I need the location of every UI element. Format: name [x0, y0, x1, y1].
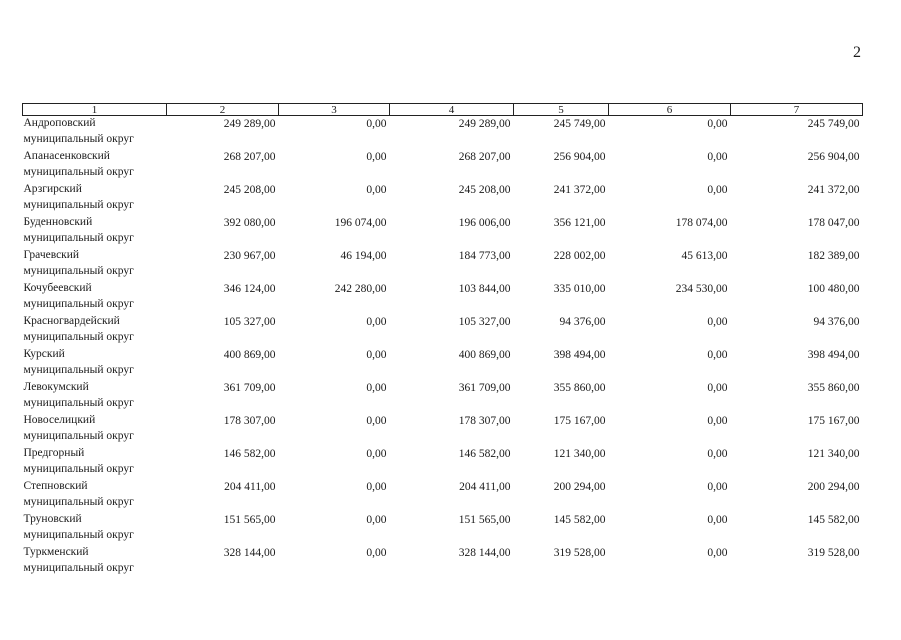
table-header — [23, 104, 863, 116]
district-name: Курский — [23, 348, 65, 360]
district-type: муниципальный округ — [23, 528, 134, 541]
table-row — [23, 545, 863, 578]
table-row — [23, 215, 863, 248]
table-row — [23, 182, 863, 215]
table-row — [23, 116, 863, 150]
district-name: Грачевский — [23, 249, 80, 261]
district-name-cell — [23, 512, 167, 545]
value-cell-col2: 245 208,00 — [223, 184, 276, 196]
value-cell-col2: 146 582,00 — [223, 448, 276, 460]
value-cell-col7: 241 372,00 — [807, 184, 860, 196]
value-cell-col2: 328 144,00 — [223, 547, 276, 559]
value-cell-col6: 234 530,00 — [675, 283, 728, 295]
column-header: 5 — [514, 104, 609, 116]
table-row — [23, 248, 863, 281]
district-name: Предгорный — [23, 447, 85, 459]
value-cell-col6: 0,00 — [707, 415, 728, 427]
value-cell-col7: 355 860,00 — [807, 382, 860, 394]
district-name-cell — [23, 413, 167, 446]
value-cell-col7: 178 047,00 — [807, 217, 860, 229]
district-name-cell — [23, 314, 167, 347]
value-cell-col3: 0,00 — [366, 316, 387, 328]
column-header: 6 — [609, 104, 731, 116]
column-header: 1 — [23, 104, 167, 116]
value-cell-col2: 204 411,00 — [224, 481, 276, 493]
district-type: муниципальный округ — [23, 330, 134, 343]
budget-table — [22, 103, 863, 578]
value-cell-col4: 178 307,00 — [458, 415, 511, 427]
value-cell-col2: 361 709,00 — [223, 382, 276, 394]
value-cell-col7: 200 294,00 — [807, 481, 860, 493]
value-cell-col4: 245 208,00 — [458, 184, 511, 196]
value-cell-col3: 0,00 — [366, 448, 387, 460]
value-cell-col4: 268 207,00 — [458, 151, 511, 163]
value-cell-col6: 0,00 — [707, 514, 728, 526]
table-row — [23, 479, 863, 512]
value-cell-col5: 319 528,00 — [553, 547, 606, 559]
value-cell-col6: 0,00 — [707, 151, 728, 163]
column-header: 3 — [279, 104, 390, 116]
district-type: муниципальный округ — [23, 363, 134, 376]
value-cell-col3: 46 194,00 — [340, 250, 387, 262]
district-name-cell — [23, 182, 167, 215]
district-name: Туркменский — [23, 546, 89, 558]
table-row — [23, 347, 863, 380]
district-name: Степновский — [23, 480, 88, 492]
value-cell-col6: 0,00 — [707, 382, 728, 394]
table-row — [23, 413, 863, 446]
district-type: муниципальный округ — [23, 165, 134, 178]
value-cell-col5: 121 340,00 — [553, 448, 606, 460]
value-cell-col2: 105 327,00 — [223, 316, 276, 328]
district-name-cell — [23, 446, 167, 479]
value-cell-col6: 0,00 — [707, 481, 728, 493]
value-cell-col5: 335 010,00 — [553, 283, 606, 295]
table-row — [23, 149, 863, 182]
value-cell-col5: 245 749,00 — [553, 118, 606, 130]
value-cell-col3: 0,00 — [366, 118, 387, 130]
value-cell-col4: 328 144,00 — [458, 547, 511, 559]
district-type: муниципальный округ — [23, 561, 134, 574]
district-name-cell — [23, 347, 167, 380]
district-name-cell — [23, 116, 167, 150]
value-cell-col6: 0,00 — [707, 184, 728, 196]
value-cell-col2: 400 869,00 — [223, 349, 276, 361]
district-name-cell — [23, 248, 167, 281]
value-cell-col7: 245 749,00 — [807, 118, 860, 130]
value-cell-col7: 182 389,00 — [807, 250, 860, 262]
value-cell-col7: 319 528,00 — [807, 547, 860, 559]
value-cell-col4: 249 289,00 — [458, 118, 511, 130]
value-cell-col7: 175 167,00 — [807, 415, 860, 427]
district-name: Левокумский — [23, 381, 89, 393]
value-cell-col6: 0,00 — [707, 547, 728, 559]
value-cell-col4: 103 844,00 — [458, 283, 511, 295]
value-cell-col2: 346 124,00 — [223, 283, 276, 295]
district-type: муниципальный округ — [23, 264, 134, 277]
district-name: Кочубеевский — [23, 282, 92, 294]
value-cell-col4: 146 582,00 — [458, 448, 511, 460]
district-type: муниципальный округ — [23, 132, 134, 145]
value-cell-col5: 256 904,00 — [553, 151, 606, 163]
district-type: муниципальный округ — [23, 231, 134, 244]
value-cell-col4: 196 006,00 — [458, 217, 511, 229]
value-cell-col6: 0,00 — [707, 118, 728, 130]
district-name: Труновский — [23, 513, 82, 525]
district-type: муниципальный округ — [23, 396, 134, 409]
district-name: Андроповский — [23, 117, 96, 129]
value-cell-col3: 0,00 — [366, 415, 387, 427]
value-cell-col5: 145 582,00 — [553, 514, 606, 526]
table-row — [23, 446, 863, 479]
value-cell-col3: 0,00 — [366, 547, 387, 559]
value-cell-col4: 184 773,00 — [458, 250, 511, 262]
value-cell-col3: 0,00 — [366, 514, 387, 526]
district-name-cell — [23, 215, 167, 248]
value-cell-col5: 398 494,00 — [553, 349, 606, 361]
value-cell-col7: 398 494,00 — [807, 349, 860, 361]
value-cell-col5: 228 002,00 — [553, 250, 606, 262]
district-name-cell — [23, 281, 167, 314]
value-cell-col7: 256 904,00 — [807, 151, 860, 163]
value-cell-col3: 0,00 — [366, 151, 387, 163]
value-cell-col5: 356 121,00 — [553, 217, 606, 229]
value-cell-col3: 0,00 — [366, 184, 387, 196]
value-cell-col3: 242 280,00 — [334, 283, 387, 295]
column-header: 4 — [390, 104, 514, 116]
value-cell-col6: 0,00 — [707, 349, 728, 361]
district-type: муниципальный округ — [23, 297, 134, 310]
column-header: 2 — [167, 104, 279, 116]
district-name: Буденновский — [23, 216, 93, 228]
value-cell-col7: 121 340,00 — [807, 448, 860, 460]
value-cell-col6: 0,00 — [707, 448, 728, 460]
district-name-cell — [23, 545, 167, 578]
district-name-cell — [23, 380, 167, 413]
district-name: Новоселицкий — [23, 414, 96, 426]
value-cell-col6: 178 074,00 — [675, 217, 728, 229]
value-cell-col5: 355 860,00 — [553, 382, 606, 394]
district-name: Арзгирский — [23, 183, 82, 195]
value-cell-col5: 200 294,00 — [553, 481, 606, 493]
value-cell-col6: 45 613,00 — [681, 250, 728, 262]
district-name: Красногвардейский — [23, 315, 120, 327]
value-cell-col4: 105 327,00 — [458, 316, 511, 328]
value-cell-col3: 196 074,00 — [334, 217, 387, 229]
column-header: 7 — [731, 104, 863, 116]
value-cell-col7: 145 582,00 — [807, 514, 860, 526]
value-cell-col7: 100 480,00 — [807, 283, 860, 295]
value-cell-col2: 178 307,00 — [223, 415, 276, 427]
table-row — [23, 380, 863, 413]
district-type: муниципальный округ — [23, 429, 134, 442]
value-cell-col5: 241 372,00 — [553, 184, 606, 196]
value-cell-col5: 94 376,00 — [559, 316, 606, 328]
table-row — [23, 314, 863, 347]
value-cell-col4: 204 411,00 — [459, 481, 511, 493]
district-type: муниципальный округ — [23, 198, 134, 211]
value-cell-col3: 0,00 — [366, 382, 387, 394]
page-number: 2 — [853, 44, 861, 61]
value-cell-col6: 0,00 — [707, 316, 728, 328]
value-cell-col4: 361 709,00 — [458, 382, 511, 394]
district-name-cell — [23, 479, 167, 512]
value-cell-col3: 0,00 — [366, 481, 387, 493]
value-cell-col2: 230 967,00 — [223, 250, 276, 262]
district-name-cell — [23, 149, 167, 182]
value-cell-col2: 249 289,00 — [223, 118, 276, 130]
value-cell-col2: 392 080,00 — [223, 217, 276, 229]
district-type: муниципальный округ — [23, 495, 134, 508]
value-cell-col4: 151 565,00 — [458, 514, 511, 526]
value-cell-col5: 175 167,00 — [553, 415, 606, 427]
value-cell-col3: 0,00 — [366, 349, 387, 361]
value-cell-col4: 400 869,00 — [458, 349, 511, 361]
header-row — [23, 104, 863, 116]
district-name: Апанасенковский — [23, 150, 110, 162]
table-body — [23, 116, 863, 579]
table-row — [23, 512, 863, 545]
value-cell-col2: 151 565,00 — [223, 514, 276, 526]
district-type: муниципальный округ — [23, 462, 134, 475]
value-cell-col2: 268 207,00 — [223, 151, 276, 163]
table-row — [23, 281, 863, 314]
value-cell-col7: 94 376,00 — [813, 316, 860, 328]
